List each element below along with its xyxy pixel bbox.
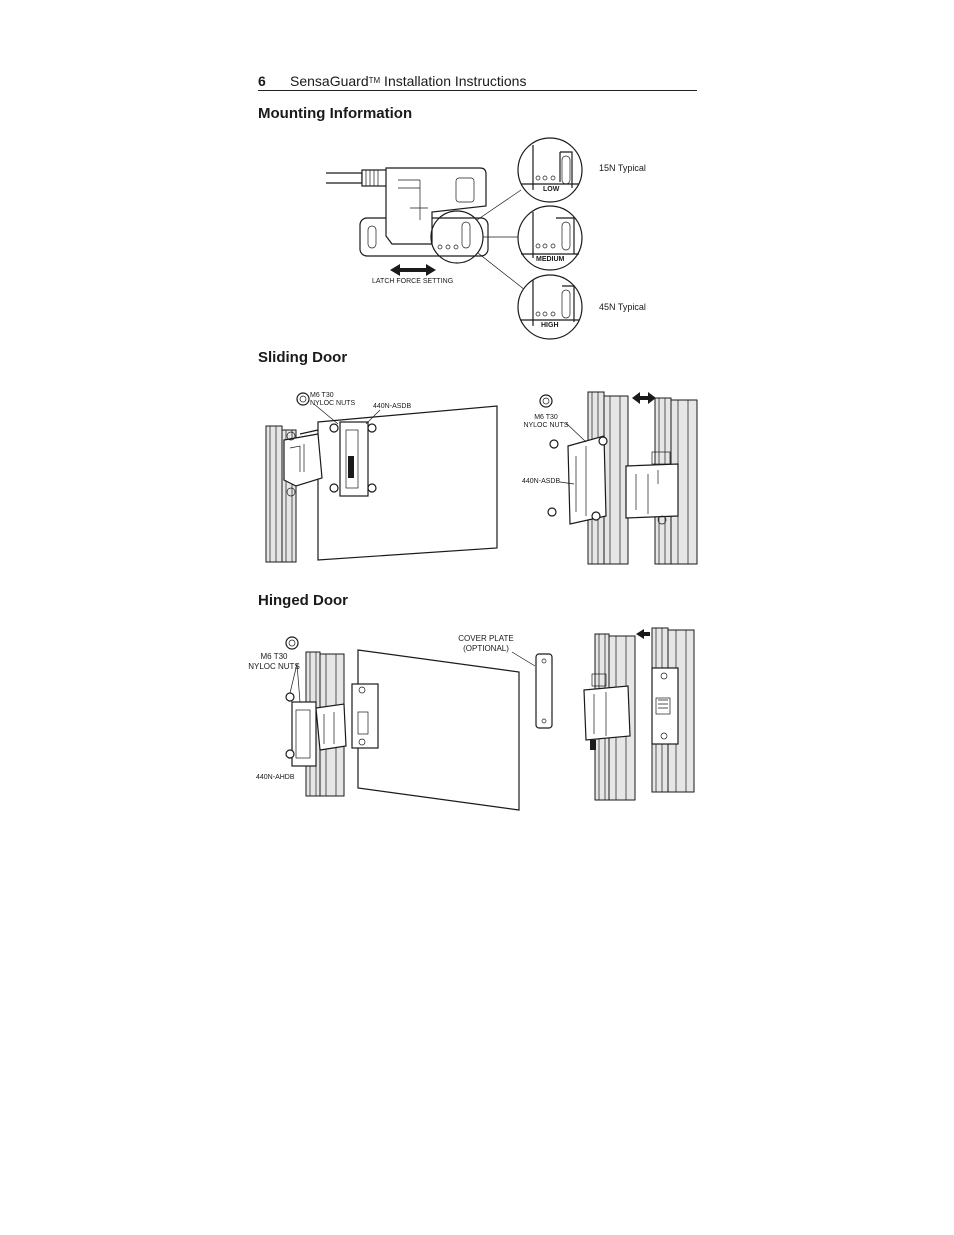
title-prefix: SensaGuard <box>290 73 369 89</box>
sliding-left-nut-label-line1: M6 T30 <box>310 392 334 399</box>
low-force-note: 15N Typical <box>599 163 646 173</box>
high-label: HIGH <box>541 322 559 329</box>
hinged-nut-label-line2: NYLOC NUTS <box>248 662 300 671</box>
section-heading-sliding: Sliding Door <box>258 349 348 366</box>
title-suffix: Installation Instructions <box>380 73 527 89</box>
sliding-left-part-label: 440N-ASDB <box>373 403 412 410</box>
low-label: LOW <box>543 186 560 193</box>
hinged-part-label: 440N-AHDB <box>256 774 295 781</box>
sliding-left-nut-label-line2: NYLOC NUTS <box>310 400 356 407</box>
page-number: 6 <box>258 73 266 89</box>
hinged-nut-label <box>244 652 304 672</box>
medium-label: MEDIUM <box>536 256 565 263</box>
section-heading-hinged: Hinged Door <box>258 592 348 609</box>
cover-plate-label <box>450 634 522 654</box>
section-heading-mounting: Mounting Information <box>258 105 413 122</box>
sliding-right-nut-label-line2: NYLOC NUTS <box>523 422 569 429</box>
trademark-mark: TM <box>368 76 381 85</box>
sliding-right-nut-label-line1: M6 T30 <box>534 414 558 421</box>
cover-plate-label-line1: COVER PLATE <box>458 634 514 643</box>
hinged-nut-label-line1: M6 T30 <box>260 652 288 661</box>
high-force-note: 45N Typical <box>599 302 646 312</box>
latch-force-label: LATCH FORCE SETTING <box>372 278 454 285</box>
cover-plate-label-line2: (OPTIONAL) <box>463 644 509 653</box>
sliding-right-part-label: 440N-ASDB <box>522 478 561 485</box>
